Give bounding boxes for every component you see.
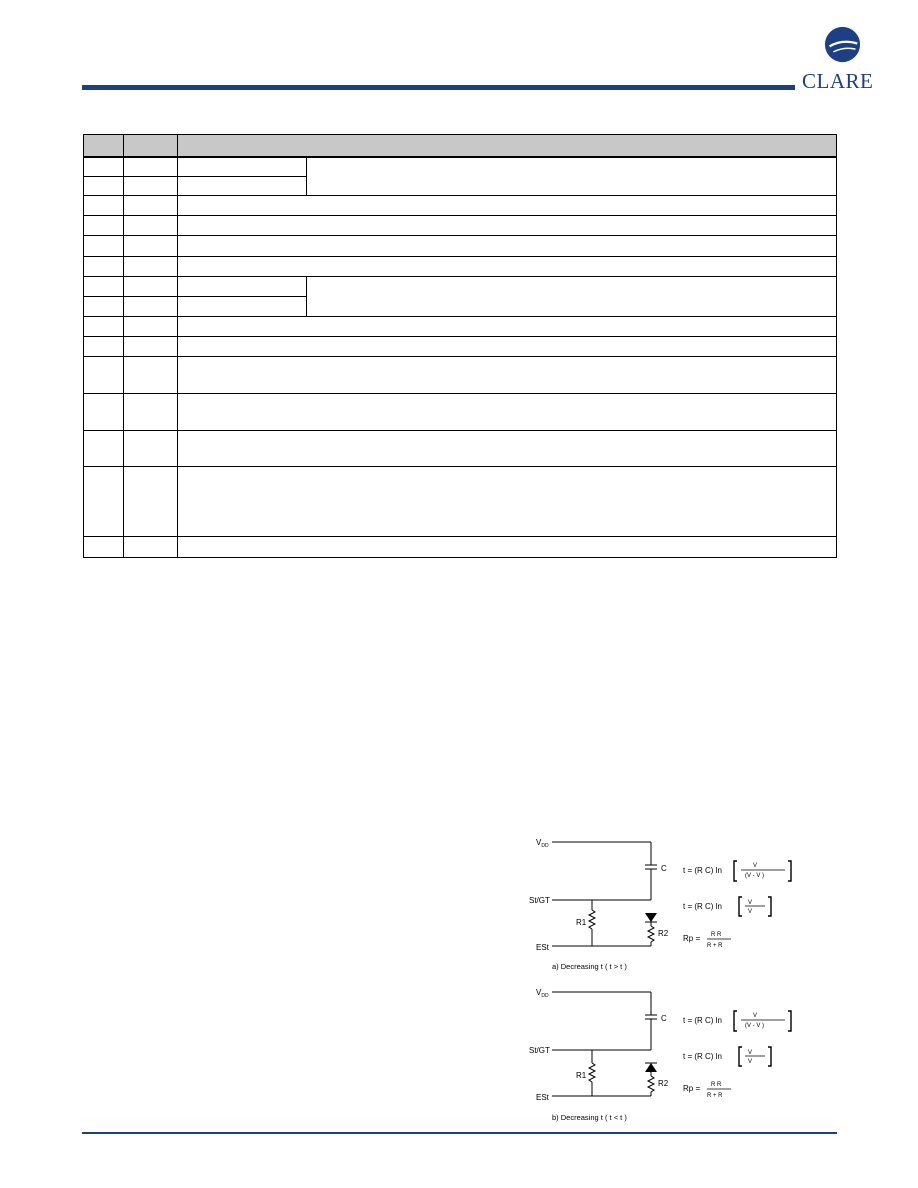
table-header-row	[84, 135, 837, 158]
header-rule	[82, 85, 795, 90]
header-cell	[124, 135, 178, 158]
footer-rule	[82, 1132, 837, 1134]
table-cell	[124, 316, 178, 336]
eq-fraction-num: R R	[711, 1082, 722, 1088]
vdd-label: $V_{DD}$	[536, 838, 549, 849]
r2-label: R2	[658, 929, 669, 938]
table-cell	[178, 430, 837, 466]
table-cell	[178, 356, 837, 393]
table-cell	[124, 536, 178, 557]
eq-fraction-num: V	[748, 1050, 753, 1056]
table-row	[84, 316, 837, 336]
table-cell	[307, 276, 837, 316]
capacitor-label: C	[661, 864, 667, 873]
table-cell	[178, 276, 307, 296]
table-row	[84, 276, 837, 296]
table-cell	[84, 296, 124, 316]
clare-logo	[796, 26, 888, 96]
equation-tgtp: t = (R C) ln	[683, 1016, 722, 1025]
est-label: ESt	[536, 1093, 549, 1102]
eq-fraction-num: V	[748, 900, 753, 906]
r1-label: R1	[576, 1071, 587, 1080]
table-row	[84, 195, 837, 215]
table-cell	[124, 235, 178, 256]
table-cell	[84, 536, 124, 557]
table-row	[84, 430, 837, 466]
r1-label: R1	[576, 918, 587, 927]
table-cell	[84, 356, 124, 393]
table-row	[84, 393, 837, 430]
table-cell	[84, 276, 124, 296]
eq-fraction-den: V	[748, 909, 753, 915]
eq-fraction-num: V	[753, 1013, 758, 1019]
globe-icon	[824, 26, 861, 63]
pin-table	[83, 134, 837, 558]
table-cell	[124, 336, 178, 356]
table-cell	[124, 430, 178, 466]
caption-b: b) Decreasing t ( t < t )	[552, 1113, 627, 1122]
eq-fraction-num: V	[753, 863, 758, 869]
table-cell	[124, 356, 178, 393]
eq-fraction-den: (V - V )	[745, 873, 764, 879]
table-cell	[124, 157, 178, 176]
est-label: ESt	[536, 943, 549, 952]
table-cell	[178, 336, 837, 356]
equation-tgta: t = (R C) ln	[683, 1052, 722, 1061]
table-cell	[178, 466, 837, 536]
equation-rp: Rp =	[683, 934, 701, 943]
table-cell	[84, 316, 124, 336]
table-cell	[84, 466, 124, 536]
table-cell	[178, 536, 837, 557]
caption-a: a) Decreasing t ( t > t )	[552, 962, 627, 971]
table-cell	[84, 393, 124, 430]
table-cell	[124, 276, 178, 296]
circuit-b	[529, 988, 791, 1122]
header-cell	[178, 135, 837, 158]
table-cell	[178, 195, 837, 215]
vdd-label: $V_{DD}$	[536, 988, 549, 999]
header-cell	[84, 135, 124, 158]
table-cell	[124, 393, 178, 430]
table-cell	[84, 176, 124, 195]
table-cell	[178, 393, 837, 430]
table-cell	[124, 256, 178, 276]
table-row	[84, 256, 837, 276]
table-cell	[178, 176, 307, 195]
diode-icon	[645, 1063, 657, 1072]
table-cell	[307, 157, 837, 195]
table-cell	[178, 296, 307, 316]
table-row	[84, 336, 837, 356]
equation-tgta: t = (R C) ln	[683, 902, 722, 911]
table-cell	[84, 157, 124, 176]
table-cell	[178, 316, 837, 336]
eq-fraction-den: R + R	[707, 943, 723, 949]
table-cell	[124, 466, 178, 536]
table-cell	[84, 336, 124, 356]
table-cell	[124, 215, 178, 235]
table-row	[84, 466, 837, 536]
table-cell	[124, 195, 178, 215]
capacitor-label: C	[661, 1014, 667, 1023]
eq-fraction-den: R + R	[707, 1093, 723, 1099]
table-row	[84, 215, 837, 235]
table-cell	[84, 430, 124, 466]
eq-fraction-num: R R	[711, 932, 722, 938]
table-row	[84, 536, 837, 557]
eq-fraction-den: (V - V )	[745, 1023, 764, 1029]
eq-fraction-den: V	[748, 1059, 753, 1065]
circuit-a	[529, 838, 791, 971]
st-gt-label: St/GT	[529, 896, 550, 905]
table-cell	[124, 296, 178, 316]
table-cell	[84, 256, 124, 276]
table-cell	[178, 235, 837, 256]
equation-rp: Rp =	[683, 1084, 701, 1093]
table-row	[84, 157, 837, 176]
table-cell	[84, 195, 124, 215]
logo-wordmark: CLARE	[802, 69, 874, 93]
circuit-diagrams	[525, 833, 805, 1128]
table-cell	[124, 176, 178, 195]
table-cell	[178, 215, 837, 235]
table-row	[84, 235, 837, 256]
diode-icon	[645, 913, 657, 922]
table-row	[84, 356, 837, 393]
table-cell	[178, 256, 837, 276]
equation-tgtp: t = (R C) ln	[683, 866, 722, 875]
r2-label: R2	[658, 1079, 669, 1088]
table-cell	[178, 157, 307, 176]
table-cell	[84, 215, 124, 235]
st-gt-label: St/GT	[529, 1046, 550, 1055]
table-cell	[84, 235, 124, 256]
